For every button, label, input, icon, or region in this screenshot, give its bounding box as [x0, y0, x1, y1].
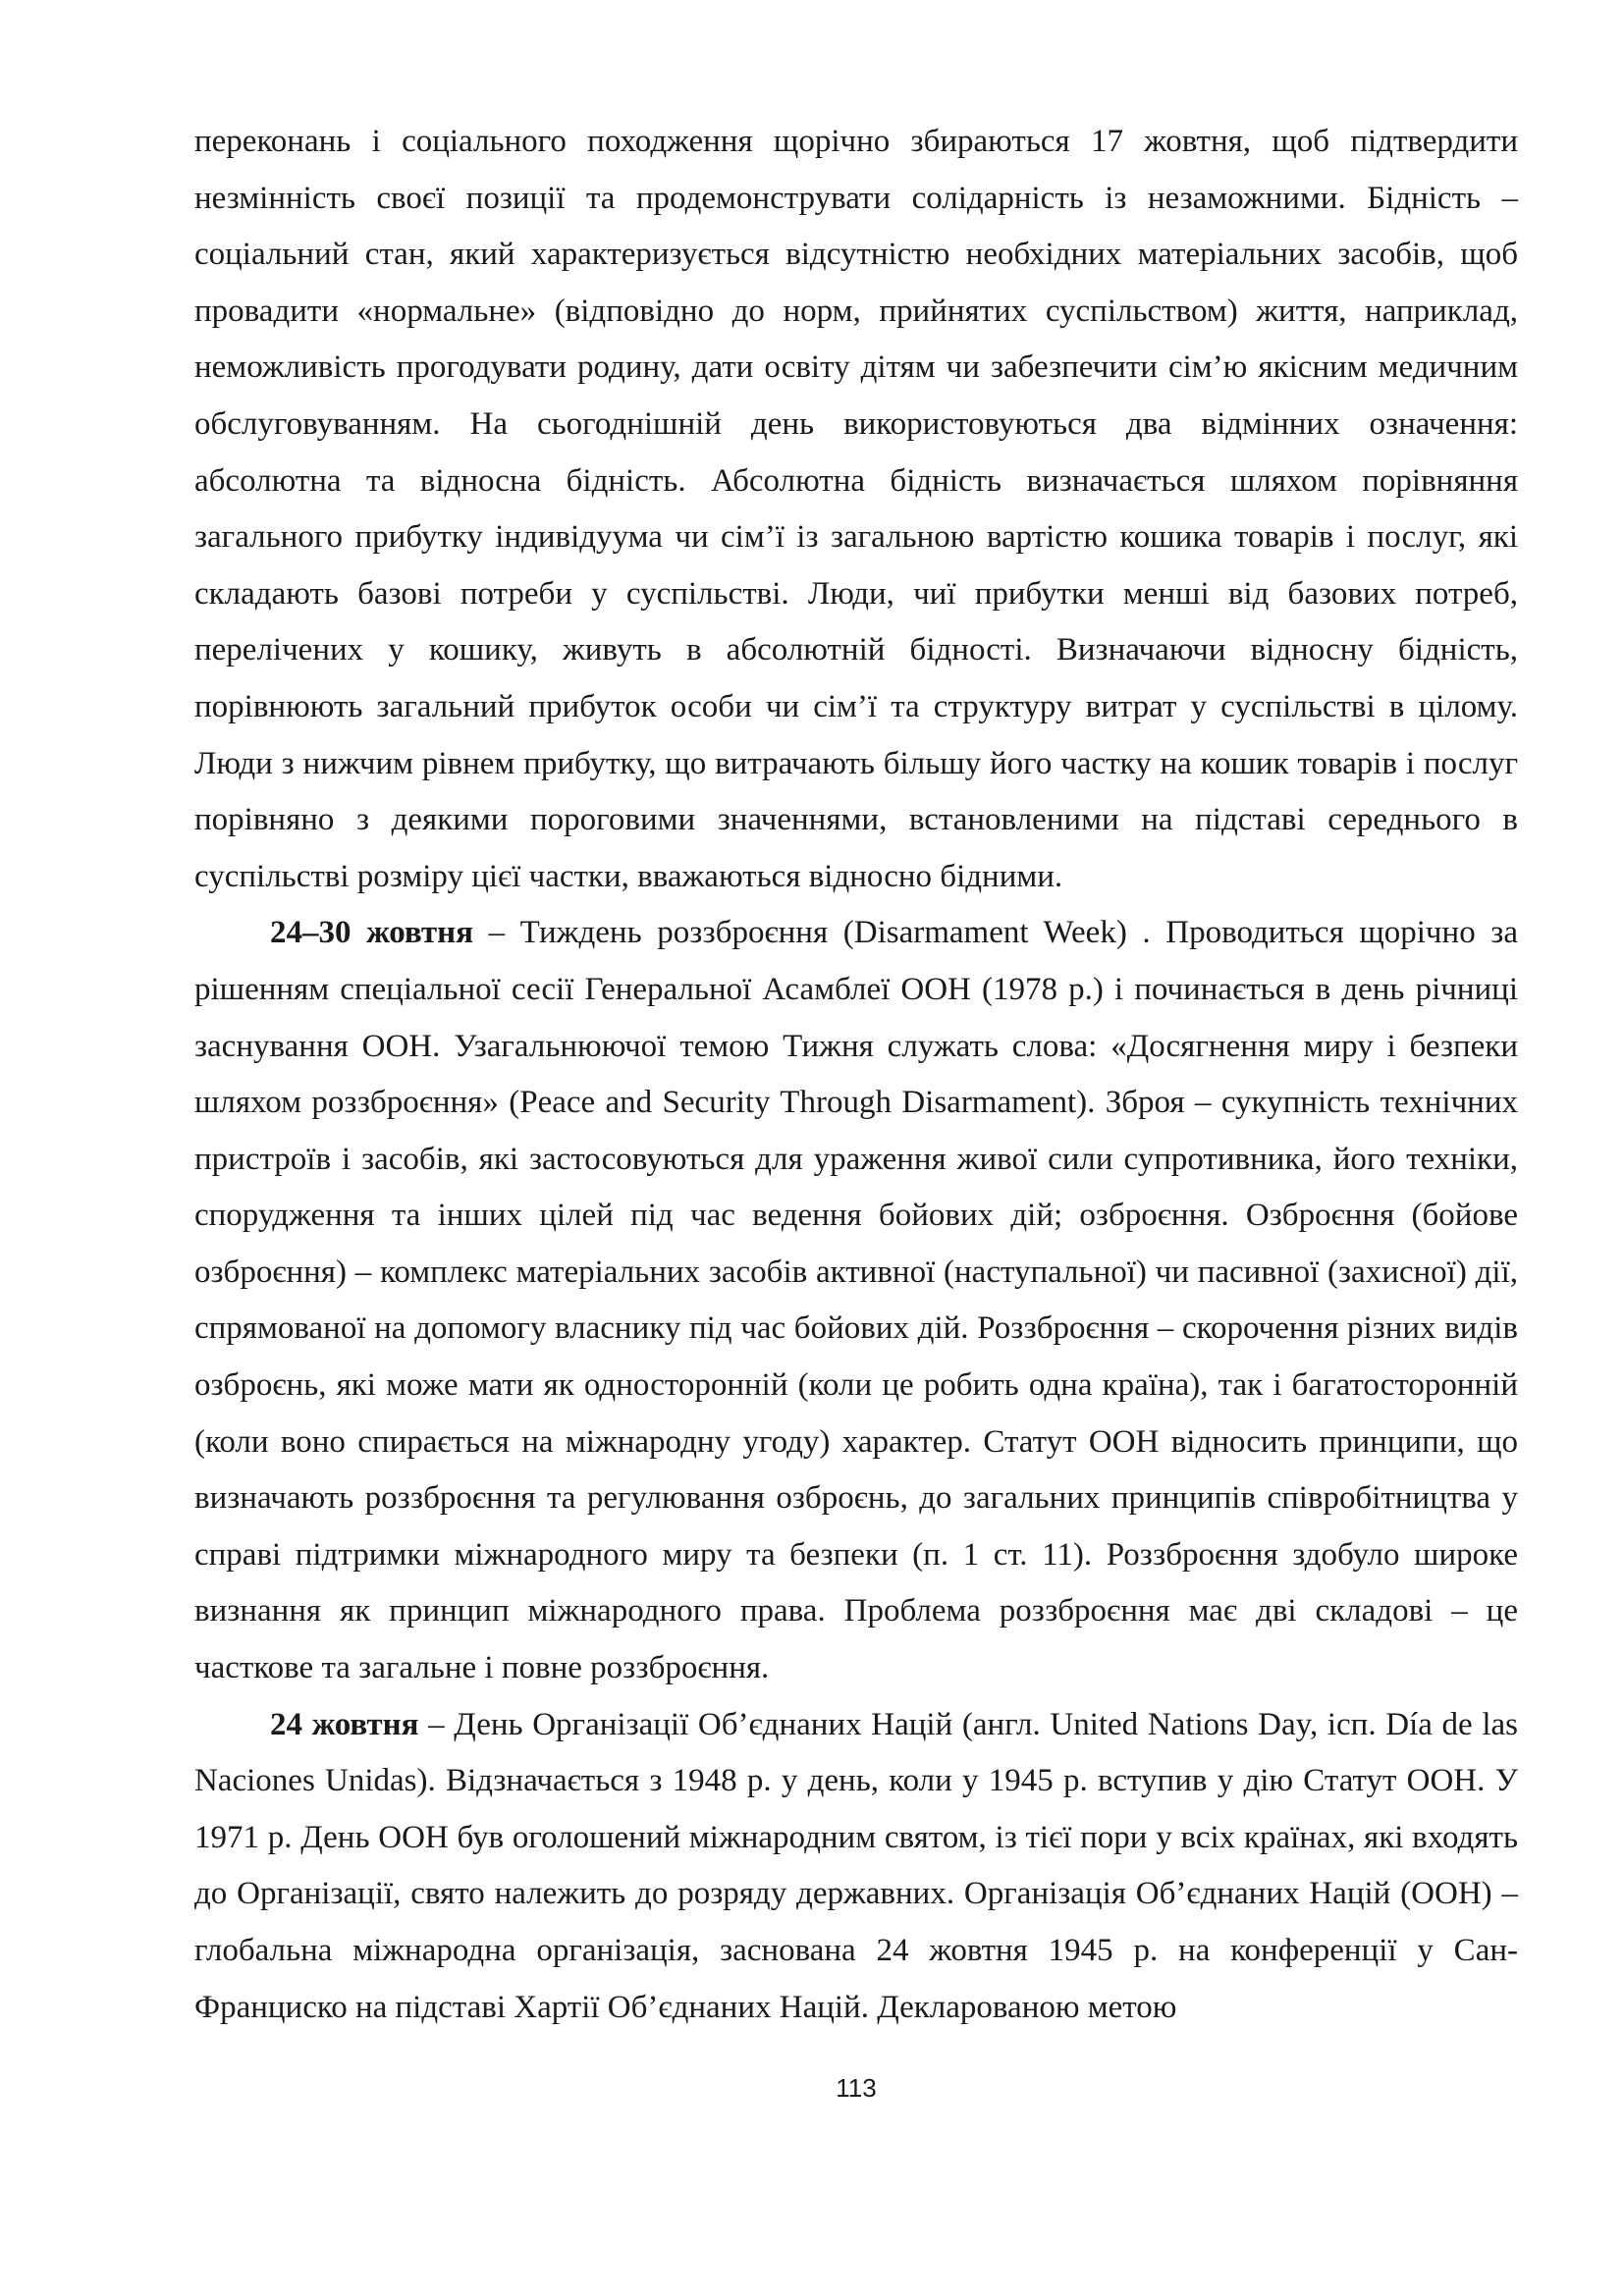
- paragraph-text: – Тиждень роззброєння (Disarmament Week) . Проводиться щорічно за рішенням спеціальної сесії Генеральної Асамблеї ООН (1978 р.) і починається в день річниці заснування ООН. Узагальнюючої темою Тижня служать слова: «Досягнення миру і безпеки шляхом роззброєння» (Peace and Security Through Disarmament). Зброя – сукупність технічних пристроїв і засобів, які застосовуються для ураження живої сили супротивника, його техніки, спорудження та інших цілей під час ведення бойових дій; озброєння. Озброєння (бойове озброєння) – комплекс матеріальних засобів активної (наступальної) чи пасивної (захисної) дії, спрямованої на допомогу власнику під час бойових дій. Роззброєння – скорочення різних видів озброєнь, які може мати як односторонній (коли це робить одна країна), так і багатосторонній (коли воно спирається на міжнародну угоду) характер. Статут ООН відносить принципи, що визначають роззброєння та регулювання озброєнь, до загальних принципів співробітництва у справі підтримки міжнародного миру та безпеки (п. 1 ст. 11). Роззброєння здобуло широке визнання як принцип міжнародного права. Проблема роззброєння має дві складові – це часткове та загальне і повне роззброєння.: [194, 915, 1518, 1686]
- paragraph-date-heading: 24–30 жовтня: [270, 915, 473, 951]
- paragraph-text: переконань і соціального походження щорічно збираються 17 жовтня, щоб підтвердити незмінність своєї позиції та продемонструвати солідарність із незаможними. Бідність – соціальний стан, який характеризується відсутністю необхідних матеріальних засобів, щоб провадити «нормальне» (відповідно до норм, прийнятих суспільством) життя, наприклад, неможливість прогодувати родину, дати освіту дітям чи забезпечити сім’ю якісним медичним обслуговуванням. На сьогоднішній день використовуються два відмінних означення: абсолютна та відносна бідність. Абсолютна бідність визначається шляхом порівняння загального прибутку індивідуума чи сім’ї із загальною вартістю кошика товарів і послуг, які складають базові потреби у суспільстві. Люди, чиї прибутки менші від базових потреб, перелічених у кошику, живуть в абсолютній бідності. Визначаючи відносну бідність, порівнюють загальний прибуток особи чи сім’ї та структуру витрат у суспільстві в цілому. Люди з нижчим рівнем прибутку, що витрачають більшу його частку на кошик товарів і послуг порівняно з деякими пороговими значеннями, встановленими на підставі середнього в суспільстві розміру цієї частки, вважаються відносно бідними.: [194, 124, 1518, 894]
- paragraph-un-day: [194, 1697, 1518, 2037]
- paragraph-date-heading: 24 жовтня: [270, 1706, 419, 1742]
- paragraph-text: – День Організації Об’єднаних Націй (англ. United Nations Day, ісп. Día de las Naciones Unidas). Відзначається з 1948 р. у день, коли у 1945 р. вступив у дію Статут ООН. У 1971 р. День ООН був оголошений міжнародним святом, із тієї пори у всіх країнах, які входять до Організації, свято належить до розряду державних. Організація Об’єднаних Націй (ООН) – глобальна міжнародна організація, заснована 24 жовтня 1945 р. на конференції у Сан-Франциско на підставі Хартії Об’єднаних Націй. Декларованою метою: [194, 1706, 1518, 2025]
- page-number: 113: [836, 2073, 877, 2103]
- paragraph-disarmament-week: [194, 905, 1518, 1696]
- paragraph-poverty: [194, 114, 1518, 905]
- body-text: [194, 114, 1518, 2036]
